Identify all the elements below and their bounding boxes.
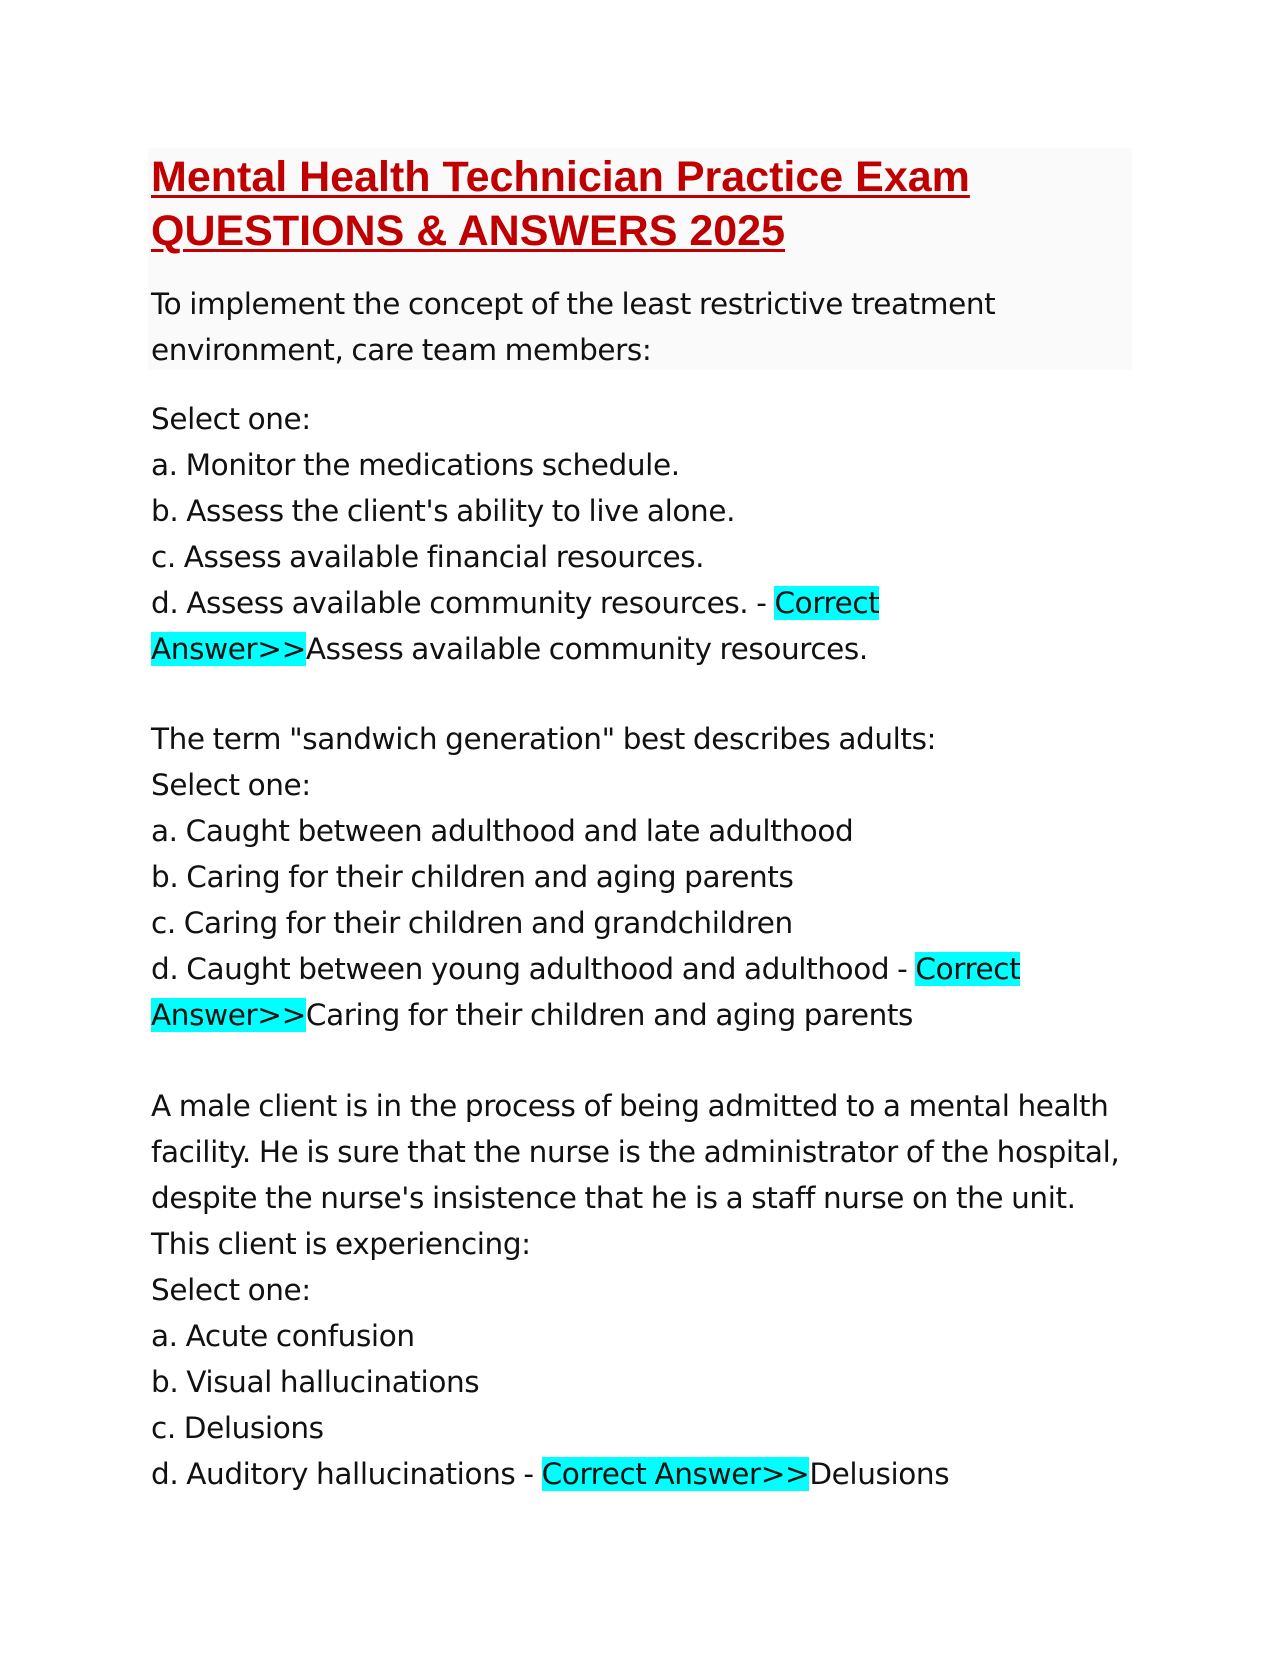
question-2-prompt: The term "sandwich generation" best describes adults: (151, 722, 937, 756)
question-1-prompt: To implement the concept of the least restrictive treatment environment, care team members: (151, 287, 996, 367)
question-3-answer: Delusions (809, 1457, 950, 1491)
question-3 (151, 1083, 1131, 1497)
question-2-option-b: b. Caring for their children and aging parents (151, 860, 794, 894)
question-2-answer: Caring for their children and aging parents (305, 998, 914, 1032)
question-2-option-c: c. Caring for their children and grandchildren (151, 906, 793, 940)
question-1-answer: Assess available community resources. (305, 632, 868, 666)
question-3-option-c: c. Delusions (151, 1411, 324, 1445)
question-3-option-b: b. Visual hallucinations (151, 1365, 480, 1399)
question-3-option-d (151, 1451, 1131, 1497)
question-2-option-d-text: d. Caught between young adulthood and adulthood - (151, 952, 916, 986)
question-3-select-label: Select one: (151, 1273, 311, 1307)
question-1-option-b: b. Assess the client's ability to live alone. (151, 494, 736, 528)
document-title (151, 150, 1131, 258)
question-2-correct-label: Correct Answer>> (151, 952, 1021, 1032)
question-1-option-d (151, 580, 1131, 672)
question-1-option-d-text: d. Assess available community resources. - (151, 586, 775, 620)
question-2-select-label: Select one: (151, 768, 311, 802)
question-1-select-label: Select one: (151, 402, 311, 436)
question-2-option-a: a. Caught between adulthood and late adulthood (151, 814, 854, 848)
question-1-option-c: c. Assess available financial resources. (151, 540, 705, 574)
question-2-option-d (151, 946, 1131, 1038)
question-1-correct-label: Correct Answer>> (151, 586, 880, 666)
question-2 (151, 716, 1131, 1038)
title-line-1: Mental Health Technician Practice Exam (151, 153, 970, 201)
question-3-option-d-text: d. Auditory hallucinations - (151, 1457, 542, 1491)
question-3-correct-label: Correct Answer>> (541, 1457, 810, 1491)
question-3-option-a: a. Acute confusion (151, 1319, 415, 1353)
question-3-prompt: A male client is in the process of being admitted to a mental health facility. He is sure that the nurse is the administrator of the hospital, despite the nurse's insistence that he is a staff nurse on the unit. This client is experiencing: (151, 1089, 1120, 1261)
question-1-option-a: a. Monitor the medications schedule. (151, 448, 680, 482)
question-1 (151, 396, 1131, 672)
title-line-2: QUESTIONS & ANSWERS 2025 (151, 207, 785, 255)
